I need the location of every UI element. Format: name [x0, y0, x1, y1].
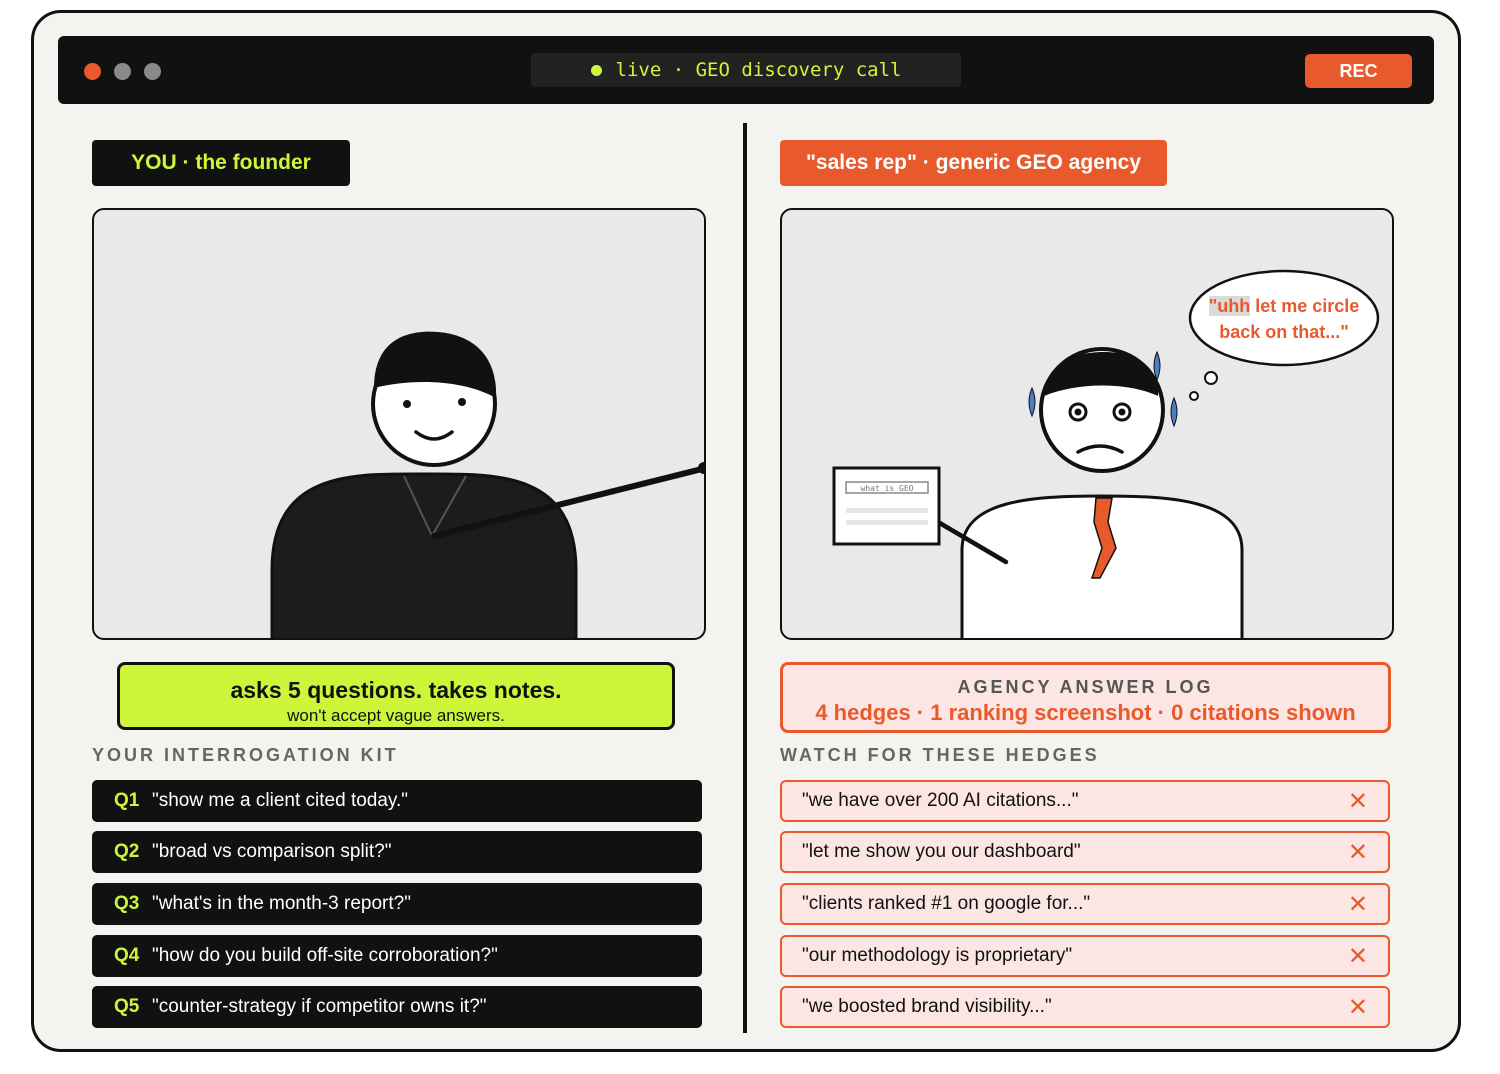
- hedge-item[interactable]: [780, 986, 1390, 1028]
- question-text: "counter-strategy if competitor owns it?": [152, 996, 487, 1017]
- call-status-text: live · GEO discovery call: [615, 59, 902, 81]
- sales-rep-tag: "sales rep" · generic GEO agency: [780, 140, 1167, 186]
- question-text: "show me a client cited today.": [152, 790, 409, 811]
- question-item[interactable]: [92, 986, 702, 1028]
- question-text: "how do you build off-site corroboration?": [152, 945, 498, 966]
- thought-bubble-text: let me circle back on that...": [1219, 296, 1360, 342]
- question-item[interactable]: [92, 935, 702, 977]
- question-number: Q5: [114, 996, 140, 1017]
- question-number: Q4: [114, 945, 140, 966]
- agency-answer-log: [780, 662, 1391, 733]
- maximize-dot-icon[interactable]: [144, 63, 161, 80]
- answer-log-summary: 4 hedges · 1 ranking screenshot · 0 citations shown: [815, 700, 1356, 725]
- founder-video-panel: [92, 208, 706, 640]
- founder-banner: [117, 662, 675, 730]
- founder-tag: YOU · the founder: [92, 140, 350, 186]
- founder-banner-main: asks 5 questions. takes notes.: [230, 677, 562, 703]
- interrogation-kit-label: YOUR INTERROGATION KIT: [92, 745, 399, 765]
- call-status: [531, 53, 961, 87]
- minimize-dot-icon[interactable]: [114, 63, 131, 80]
- hedge-item[interactable]: [780, 831, 1390, 873]
- hedge-item[interactable]: [780, 883, 1390, 925]
- live-dot-icon: [591, 65, 602, 76]
- hedge-item[interactable]: [780, 780, 1390, 822]
- hedge-text: "clients ranked #1 on google for...": [802, 893, 1091, 914]
- question-text: "broad vs comparison split?": [152, 841, 392, 862]
- close-x-icon[interactable]: ✕: [1347, 993, 1368, 1021]
- close-x-icon[interactable]: ✕: [1347, 890, 1368, 918]
- hedge-item[interactable]: [780, 935, 1390, 977]
- hedge-text: "our methodology is proprietary": [802, 945, 1073, 966]
- close-x-icon[interactable]: ✕: [1347, 942, 1368, 970]
- title-bar: [58, 36, 1434, 104]
- close-x-icon[interactable]: ✕: [1347, 838, 1368, 866]
- answer-log-title: AGENCY ANSWER LOG: [957, 677, 1214, 697]
- panel-divider: [743, 123, 747, 1033]
- question-number: Q2: [114, 841, 140, 862]
- hedge-text: "we boosted brand visibility...": [802, 996, 1052, 1017]
- founder-illustration: [94, 210, 704, 638]
- question-item[interactable]: [92, 883, 702, 925]
- hedge-text: "let me show you our dashboard": [802, 841, 1081, 862]
- question-number: Q1: [114, 790, 140, 811]
- hedges-label: WATCH FOR THESE HEDGES: [780, 745, 1100, 765]
- close-dot-icon[interactable]: [84, 63, 101, 80]
- close-x-icon[interactable]: ✕: [1347, 787, 1368, 815]
- question-number: Q3: [114, 893, 140, 914]
- founder-banner-sub: won't accept vague answers.: [287, 706, 505, 725]
- rec-button[interactable]: REC: [1305, 54, 1412, 88]
- hedge-text: "we have over 200 AI citations...": [802, 790, 1079, 811]
- thought-bubble: [1206, 293, 1362, 345]
- tablet-label: what is GEO: [860, 484, 914, 493]
- question-item[interactable]: [92, 831, 702, 873]
- question-text: "what's in the month-3 report?": [152, 893, 411, 914]
- question-item[interactable]: [92, 780, 702, 822]
- sales-rep-illustration: [782, 210, 1392, 638]
- thought-bubble-hesitation: "uhh: [1208, 296, 1251, 316]
- sales-rep-video-panel: [780, 208, 1394, 640]
